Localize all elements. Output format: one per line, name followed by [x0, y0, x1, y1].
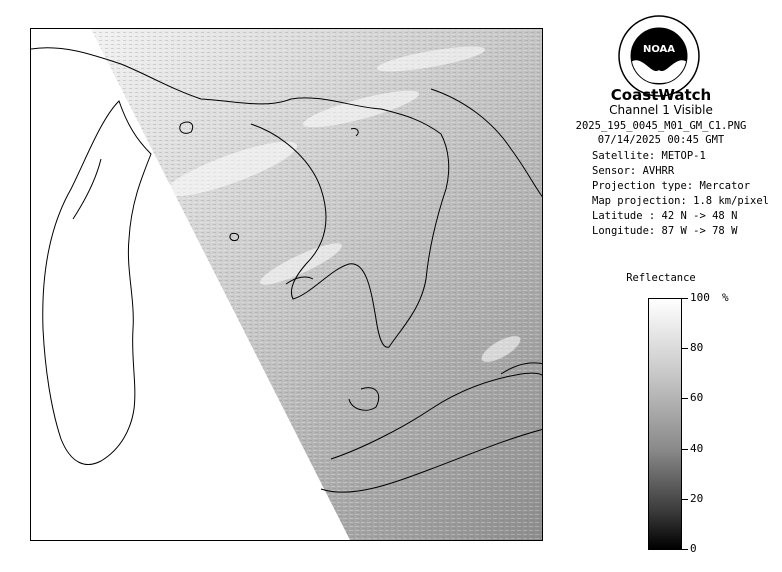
legend-tick	[682, 499, 688, 500]
channel-label: Channel 1 Visible	[609, 103, 713, 117]
satellite-map[interactable]	[30, 28, 543, 541]
longitude-range: Longitude: 87 W -> 78 W	[592, 225, 738, 237]
map-image	[31, 29, 543, 541]
map-projection: Map projection: 1.8 km/pixel	[592, 195, 770, 207]
legend-tick	[682, 549, 688, 550]
legend-tick-label: 20	[690, 492, 704, 505]
legend-tick-label: 80	[690, 341, 704, 354]
legend-tick-label: 100	[690, 291, 710, 304]
filename: 2025_195_0045_M01_GM_C1.PNG	[575, 120, 747, 132]
datetime: 07/14/2025 00:45 GMT	[597, 134, 725, 146]
projection-type: Projection type: Mercator	[592, 180, 751, 192]
svg-text:NOAA: NOAA	[642, 44, 676, 55]
sensor-info: Sensor: AVHRR	[592, 165, 675, 177]
legend-tick	[682, 449, 688, 450]
legend-tick	[682, 298, 688, 299]
legend-tick	[682, 398, 688, 399]
legend-tick-label: 40	[690, 442, 704, 455]
legend-unit: %	[722, 291, 729, 304]
reflectance-color-scale	[648, 298, 682, 550]
legend-tick-label: 0	[690, 542, 697, 555]
legend-tick	[682, 348, 688, 349]
satellite-info: Satellite: METOP-1	[592, 150, 706, 162]
brand-title: CoastWatch	[610, 86, 712, 104]
latitude-range: Latitude : 42 N -> 48 N	[592, 210, 738, 222]
legend-title: Reflectance	[626, 272, 696, 284]
legend-tick-label: 60	[690, 391, 704, 404]
